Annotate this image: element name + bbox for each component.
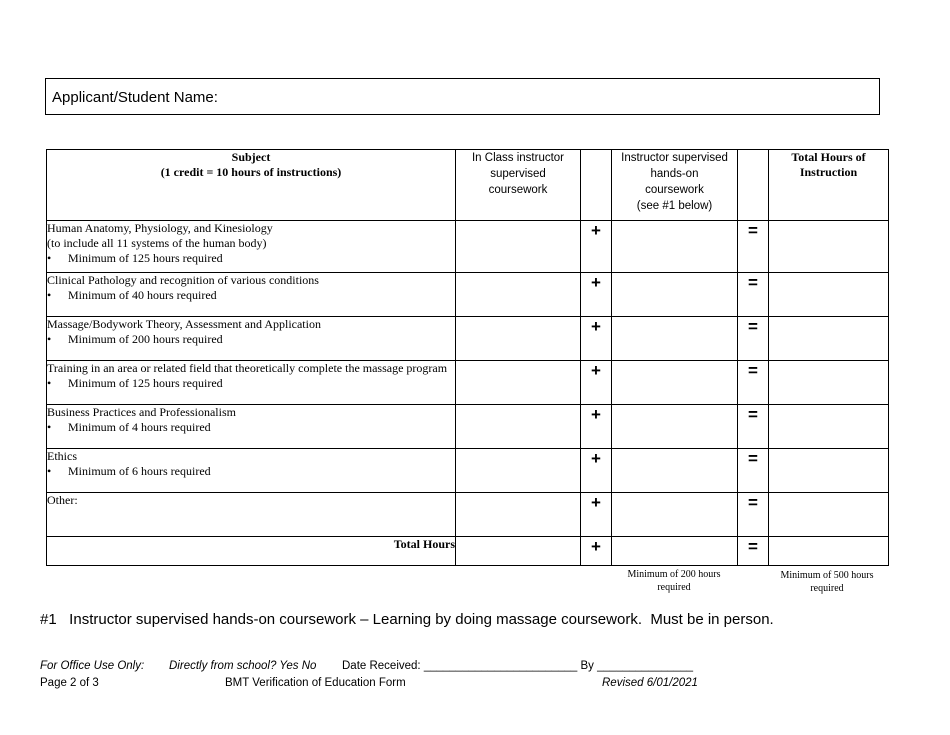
requirement-bullet: • Minimum of 125 hours required [47, 376, 455, 391]
hands-on-hours-input[interactable] [612, 273, 738, 317]
subject-cell: Ethics • Minimum of 6 hours required [47, 449, 456, 493]
operator-header-blank [738, 150, 769, 221]
total-hours-input[interactable] [769, 361, 889, 405]
plus-sign: + [581, 221, 612, 273]
subject-header: Subject (1 credit = 10 hours of instructions) [47, 150, 456, 221]
requirement-bullet: • Minimum of 200 hours required [47, 332, 455, 347]
hands-on-hours-input[interactable] [612, 221, 738, 273]
hands-on-hours-input[interactable] [612, 317, 738, 361]
table-row [47, 361, 889, 405]
total-hours-input[interactable] [769, 317, 889, 361]
in-class-hours-input[interactable] [456, 449, 581, 493]
applicant-name-label: Applicant/Student Name: [52, 89, 218, 106]
total-hours-input[interactable] [769, 405, 889, 449]
hands-on-hours-input[interactable] [612, 405, 738, 449]
hands-on-hours-input[interactable] [612, 449, 738, 493]
total-hours-input[interactable] [769, 221, 889, 273]
hands-on-hours-input[interactable] [612, 361, 738, 405]
equals-sign: = [738, 537, 769, 566]
hours-table [46, 149, 889, 566]
subject-cell: Other: [47, 493, 456, 537]
subject-cell: Training in an area or related field that theoretically complete the massage program • Minimum of 125 hours required [47, 361, 456, 405]
form-title: BMT Verification of Education Form [225, 677, 406, 689]
in-class-total-input[interactable] [456, 537, 581, 566]
page-number: Page 2 of 3 [40, 677, 99, 689]
in-class-hours-input[interactable] [456, 361, 581, 405]
in-class-hours-input[interactable] [456, 273, 581, 317]
date-received-line: Date Received: ________________________ By _______________ [342, 660, 694, 672]
operator-header-blank [581, 150, 612, 221]
total-row [47, 537, 889, 566]
equals-sign: = [738, 273, 769, 317]
table-row [47, 449, 889, 493]
directly-from-school: Directly from school? Yes No [169, 660, 317, 672]
hands-on-minimum-note: Minimum of 200 hours required [627, 569, 721, 593]
total-hours-input[interactable] [769, 273, 889, 317]
table-row [47, 273, 889, 317]
requirement-bullet: • Minimum of 125 hours required [47, 251, 455, 266]
in-class-hours-input[interactable] [456, 493, 581, 537]
plus-sign: + [581, 317, 612, 361]
hands-on-header: Instructor supervised hands-on coursework (see #1 below) [612, 150, 738, 221]
table-row [47, 493, 889, 537]
in-class-hours-input[interactable] [456, 221, 581, 273]
hands-on-hours-input[interactable] [612, 493, 738, 537]
subject-cell: Business Practices and Professionalism • Minimum of 4 hours required [47, 405, 456, 449]
plus-sign: + [581, 273, 612, 317]
equals-sign: = [738, 221, 769, 273]
subject-cell: Massage/Bodywork Theory, Assessment and Application • Minimum of 200 hours required [47, 317, 456, 361]
requirement-bullet: • Minimum of 40 hours required [47, 288, 455, 303]
plus-sign: + [581, 405, 612, 449]
table-row [47, 221, 889, 273]
table-row [47, 405, 889, 449]
table-row [47, 317, 889, 361]
plus-sign: + [581, 449, 612, 493]
footnote: #1 Instructor supervised hands-on coursework – Learning by doing massage coursework. Must be in person. [40, 611, 774, 628]
hands-on-total-input[interactable] [612, 537, 738, 566]
equals-sign: = [738, 449, 769, 493]
in-class-hours-input[interactable] [456, 405, 581, 449]
total-minimum-note: Minimum of 500 hours required [780, 570, 874, 594]
plus-sign: + [581, 361, 612, 405]
total-hours-label: Total Hours [47, 537, 456, 566]
table-header-row [47, 150, 889, 221]
subject-cell: Clinical Pathology and recognition of various conditions • Minimum of 40 hours required [47, 273, 456, 317]
requirement-bullet: • Minimum of 4 hours required [47, 420, 455, 435]
requirement-bullet: • Minimum of 6 hours required [47, 464, 455, 479]
in-class-header: In Class instructor supervised coursework [456, 150, 581, 221]
in-class-hours-input[interactable] [456, 317, 581, 361]
total-hours-header: Total Hours of Instruction [769, 150, 889, 221]
equals-sign: = [738, 361, 769, 405]
applicant-name-field[interactable] [45, 78, 880, 115]
plus-sign: + [581, 537, 612, 566]
subject-cell: Human Anatomy, Physiology, and Kinesiology (to include all 11 systems of the human body) • Minimum of 125 hours required [47, 221, 456, 273]
equals-sign: = [738, 493, 769, 537]
plus-sign: + [581, 493, 612, 537]
office-use-label: For Office Use Only: [40, 660, 145, 672]
equals-sign: = [738, 405, 769, 449]
grand-total-input[interactable] [769, 537, 889, 566]
total-hours-input[interactable] [769, 449, 889, 493]
revised-date: Revised 6/01/2021 [602, 677, 698, 689]
total-hours-input[interactable] [769, 493, 889, 537]
equals-sign: = [738, 317, 769, 361]
